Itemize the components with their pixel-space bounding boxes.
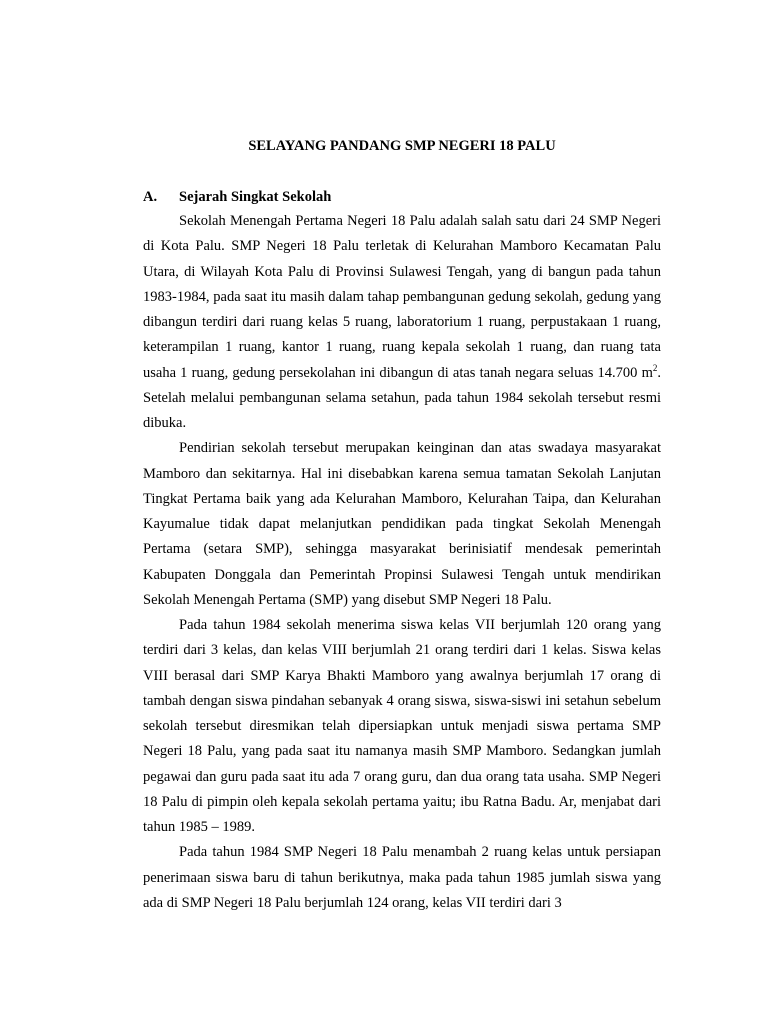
paragraph-1-text: Sekolah Menengah Pertama Negeri 18 Palu adalah salah satu dari 24 SMP Negeri di Kota Palu. SMP Negeri 18 Palu terletak di Kelurahan Mamboro Kecamatan Palu Utara, di Wilayah Kota Palu di Provinsi Sulawesi Tengah, yang di bangun pada tahun 1983-1984, pada saat itu masih dalam tahap pembangunan gedung sekolah, gedung yang dibangun terdiri dari ruang kelas 5 ruang, laboratorium 1 ruang, perpustakaan 1 ruang, keterampilan 1 ruang, kantor 1 ruang, ruang kepala sekolah 1 ruang, dan ruang tata usaha 1 ruang, gedung persekolahan ini dibangun di atas tanah negara seluas 14.700 m: [143, 213, 661, 381]
paragraph-1-text-end: . Setelah melalui pembangunan selama setahun, pada tahun 1984 sekolah tersebut resmi dibuka.: [143, 364, 661, 431]
page-title: SELAYANG PANDANG SMP NEGERI 18 PALU: [248, 138, 556, 154]
paragraph-4: Pada tahun 1984 SMP Negeri 18 Palu menambah 2 ruang kelas untuk persiapan penerimaan siswa baru di tahun berikutnya, maka pada tahun 1985 jumlah siswa yang ada di SMP Negeri 18 Palu berjumlah 124 orang, kelas VII terdiri dari 3: [143, 844, 661, 911]
body-text: [143, 209, 661, 916]
section-heading: [143, 187, 661, 207]
paragraph-3: Pada tahun 1984 sekolah menerima siswa kelas VII berjumlah 120 orang yang terdiri dari 3 kelas, dan kelas VIII berjumlah 21 orang terdiri dari 1 kelas. Siswa kelas VIII berasal dari SMP Karya Bhakti Mamboro yang awalnya berjumlah 17 orang di tambah dengan siswa pindahan sebanyak 4 orang siswa, siswa-siswi ini setahun sebelum sekolah tersebut diresmikan telah dipersiapkan untuk menjadi siswa pertama SMP Negeri 18 Palu, yang pada saat itu namanya masih SMP Mamboro. Sedangkan jumlah pegawai dan guru pada saat itu ada 7 orang guru, dan dua orang tata usaha. SMP Negeri 18 Palu di pimpin oleh kepala sekolah pertama yaitu; ibu Ratna Badu. Ar, menjabat dari tahun 1985 – 1989.: [143, 617, 661, 835]
paragraph-1: [143, 209, 661, 436]
superscript-2: 2: [652, 362, 658, 373]
paragraph-2: Pendirian sekolah tersebut merupakan keinginan dan atas swadaya masyarakat Mamboro dan sekitarnya. Hal ini disebabkan karena semua tamatan Sekolah Lanjutan Tingkat Pertama baik yang ada Kelurahan Mamboro, Kelurahan Taipa, dan Kelurahan Kayumalue tidak dapat melanjutkan pendidikan pada tingkat Sekolah Menengah Pertama (setara SMP), sehingga masyarakat berinisiatif mendesak pemerintah Kabupaten Donggala dan Pemerintah Propinsi Sulawesi Tengah untuk mendirikan Sekolah Menengah Pertama (SMP) yang disebut SMP Negeri 18 Palu.: [143, 440, 661, 608]
section-title: Sejarah Singkat Sekolah: [179, 189, 332, 205]
section-number: A.: [143, 189, 158, 205]
